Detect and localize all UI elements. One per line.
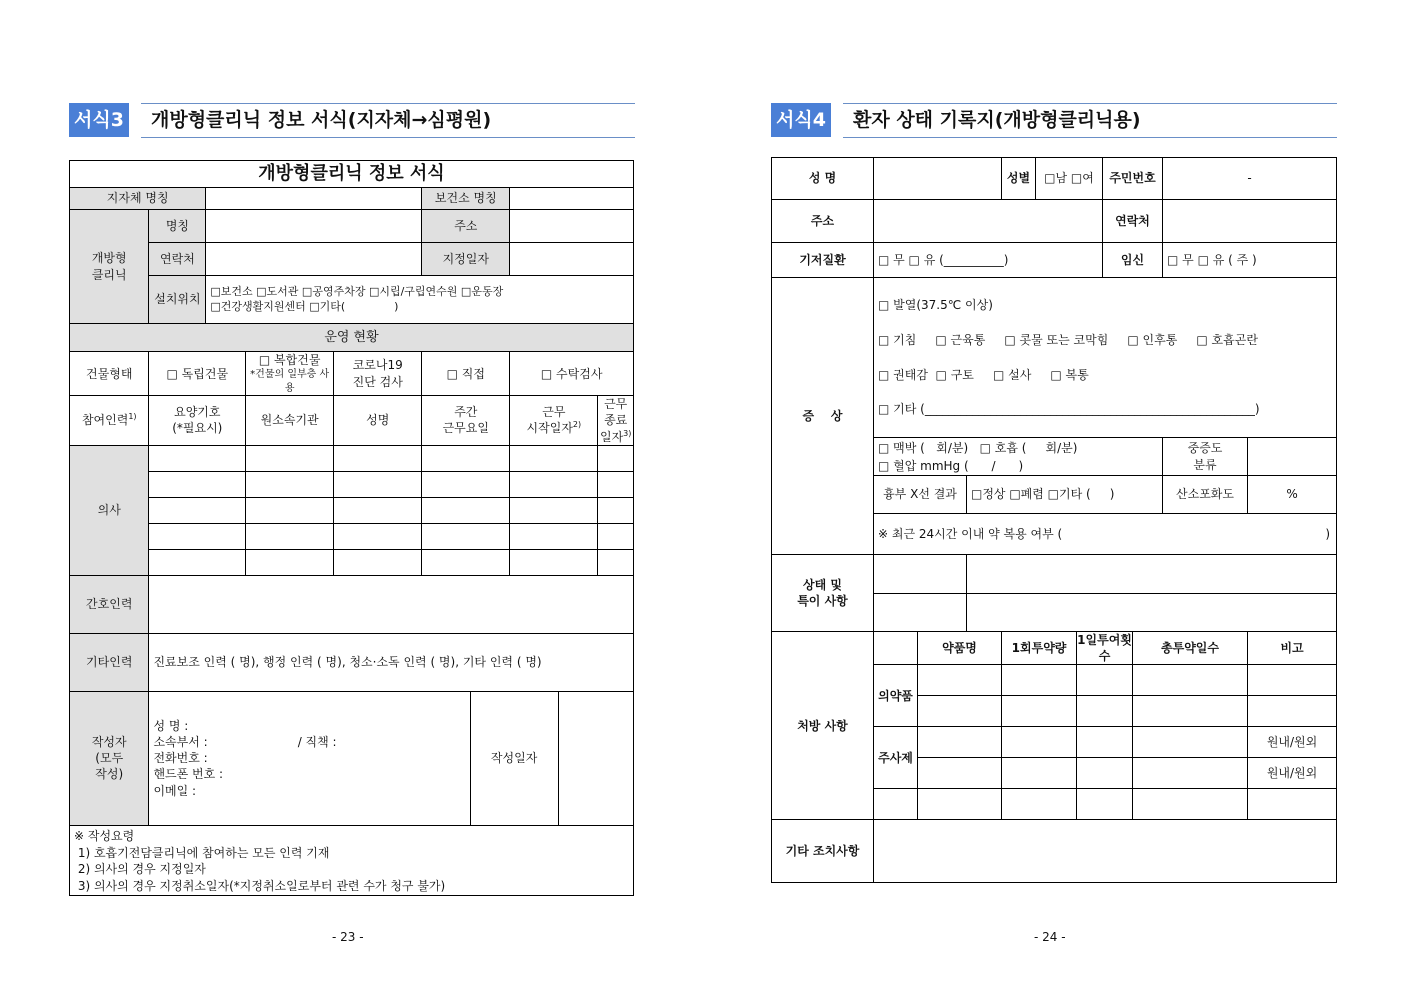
guide-note-2: 2) 의사의 경우 지정일자 (74, 862, 206, 877)
doctor-cell[interactable] (149, 523, 246, 549)
rx-col-remarks: 비고 (1248, 632, 1337, 665)
status-cell[interactable] (874, 594, 967, 632)
symptom-gastro[interactable]: □ 권태감 □ 구토 □ 설사 □ 복통 (878, 367, 1089, 382)
rx-cell[interactable] (1077, 665, 1133, 696)
address-label: 주소 (772, 200, 874, 243)
medication-history-label: ※ 최근 24시간 이내 약 복용 여부 ( (878, 526, 1063, 541)
col-original-institution: 원소속기관 (246, 396, 334, 446)
rx-col-total-days: 총투약일수 (1133, 632, 1248, 665)
rx-cell[interactable] (1248, 789, 1337, 820)
doctor-cell[interactable] (334, 523, 422, 549)
pregnancy-options[interactable]: □ 무 □ 유 ( 주 ) (1163, 243, 1337, 278)
designation-date-field[interactable] (510, 243, 634, 276)
other-staff-label: 기타인력 (70, 633, 149, 691)
author-fields[interactable] (149, 691, 470, 825)
written-date-label: 작성일자 (470, 691, 558, 825)
contact-label: 연락처 (1103, 200, 1163, 243)
form-badge: 서식4 (771, 103, 831, 137)
rx-cell[interactable] (1248, 696, 1337, 727)
col-institution-code: 요양기호 (*필요시) (149, 396, 246, 446)
symptom-options[interactable] (874, 278, 1337, 438)
doctor-cell[interactable] (598, 523, 634, 549)
doctor-cell[interactable] (422, 445, 510, 471)
doctor-cell[interactable] (598, 471, 634, 497)
other-measures-field[interactable] (874, 820, 1337, 883)
doctor-cell[interactable] (334, 497, 422, 523)
doctor-cell[interactable] (422, 549, 510, 575)
direct-test-checkbox[interactable]: □ 직접 (422, 352, 510, 396)
status-remarks-label: 상태 및 특이 사항 (772, 555, 874, 632)
health-center-name-field[interactable] (510, 188, 634, 210)
mixed-building-note: *건물의 일부층 사용 (250, 369, 330, 394)
doctor-cell[interactable] (149, 471, 246, 497)
status-cell[interactable] (874, 555, 967, 594)
local-gov-name-label: 지자체 명칭 (70, 188, 206, 210)
author-phone-field[interactable]: 전화번호 : (153, 751, 208, 766)
medication-history[interactable] (874, 514, 1337, 555)
building-type-label: 건물형태 (70, 352, 149, 396)
guide-note-1: 1) 호흡기전담클리닉에 참여하는 모든 인력 기재 (74, 845, 330, 860)
outsourced-test-checkbox[interactable]: □ 수탁검사 (510, 352, 634, 396)
symptom-respiratory[interactable]: □ 기침 □ 근육통 □ 콧물 또는 코막힘 □ 인후통 □ 호흡곤란 (878, 332, 1258, 347)
form-heading: 개방형클리닉 정보 서식 (70, 161, 634, 188)
mixed-building-label: □ 복합건물 (258, 353, 321, 367)
doctor-cell[interactable] (246, 497, 334, 523)
spo2-field[interactable]: % (1248, 476, 1337, 514)
rx-cell[interactable] (918, 789, 1002, 820)
doctor-cell[interactable] (598, 445, 634, 471)
rx-cell[interactable] (1133, 665, 1248, 696)
doctor-cell[interactable] (510, 497, 598, 523)
rx-cell[interactable] (1002, 696, 1077, 727)
prescription-label: 처방 사항 (772, 632, 874, 820)
rx-cell[interactable] (1133, 727, 1248, 758)
patient-name-label: 성 명 (772, 158, 874, 200)
right-header (771, 103, 1337, 137)
col-name: 성명 (334, 396, 422, 446)
clinic-contact-field[interactable] (206, 243, 422, 276)
clinic-address-label: 주소 (422, 210, 510, 243)
location-options[interactable] (206, 276, 634, 324)
patient-status-form (771, 157, 1337, 883)
doctor-cell[interactable] (510, 523, 598, 549)
rx-cell[interactable] (874, 789, 918, 820)
doctor-cell[interactable] (334, 549, 422, 575)
xray-options[interactable]: □정상 □폐렴 □기타 ( ) (967, 476, 1163, 514)
rx-cell[interactable] (1077, 789, 1133, 820)
nurse-field[interactable] (149, 575, 634, 633)
standalone-building-checkbox[interactable]: □ 독립건물 (149, 352, 246, 396)
doctor-cell[interactable] (149, 497, 246, 523)
rx-cell[interactable] (1133, 758, 1248, 789)
severity-label: 중증도 분류 (1163, 438, 1248, 476)
vitals-bp[interactable]: □ 혈압 mmHg ( / ) (878, 458, 1024, 473)
doctor-cell[interactable] (422, 471, 510, 497)
guide-note-3: 3) 의사의 경우 지정취소일자(*지정취소일로부터 관련 수가 청구 불가) (74, 879, 446, 894)
location-label: 설치위치 (149, 276, 206, 324)
author-name-field[interactable]: 성 명 : (153, 718, 189, 733)
location-options-line1[interactable]: □보건소 □도서관 □공영주차장 □시립/구립연수원 □운동장 (210, 284, 504, 298)
left-header (69, 103, 635, 137)
rx-cell[interactable] (918, 758, 1002, 789)
page-number-right: - 24 - (1034, 930, 1066, 944)
symptom-fever[interactable]: □ 발열(37.5℃ 이상) (878, 297, 993, 312)
doctor-cell[interactable] (422, 497, 510, 523)
rx-cell[interactable] (1133, 789, 1248, 820)
contact-field[interactable] (1163, 200, 1337, 243)
author-dept-field[interactable] (153, 734, 469, 750)
address-field[interactable] (874, 200, 1103, 243)
staff-label-text: 참여인력 (81, 413, 129, 428)
in-out-hospital-cell[interactable]: 원내/원외 (1248, 758, 1337, 789)
clinic-contact-label: 연락처 (149, 243, 206, 276)
doctor-cell[interactable] (149, 445, 246, 471)
rx-cell[interactable] (918, 665, 1002, 696)
local-gov-name-field[interactable] (206, 188, 422, 210)
doctor-cell[interactable] (334, 471, 422, 497)
status-cell[interactable] (967, 555, 1337, 594)
doctor-cell[interactable] (510, 445, 598, 471)
header-rule-bottom (843, 137, 1337, 138)
clinic-name-label: 명칭 (149, 210, 206, 243)
medicine-label: 의약품 (874, 665, 918, 727)
form-badge: 서식3 (69, 103, 129, 137)
clinic-group-label: 개방형 클리닉 (70, 210, 149, 324)
header-rule-bottom (141, 137, 635, 138)
start-footnote: 2) (572, 420, 582, 430)
end-footnote: 3) (623, 428, 632, 438)
injection-label: 주사제 (874, 727, 918, 789)
rx-cell[interactable] (1248, 665, 1337, 696)
author-email-field[interactable]: 이메일 : (153, 783, 197, 798)
xray-label: 흉부 X선 결과 (874, 476, 967, 514)
doctor-cell[interactable] (246, 471, 334, 497)
col-start-date (510, 396, 598, 446)
underlying-disease-label: 기저질환 (772, 243, 874, 278)
form-title: 환자 상태 기록지(개방형클리닉용) (853, 109, 1141, 131)
rrn-label: 주민번호 (1103, 158, 1163, 200)
guide-title: ※ 작성요령 (74, 828, 135, 843)
nurse-label: 간호인력 (70, 575, 149, 633)
medication-history-close: ) (1325, 526, 1331, 541)
designation-date-label: 지정일자 (422, 243, 510, 276)
writing-guide (70, 825, 634, 895)
other-staff-field[interactable]: 진료보조 인력 ( 명), 행정 인력 ( 명), 청소·소독 인력 ( 명), 기타 인력 ( 명) (149, 633, 634, 691)
rx-col-drug-name: 약품명 (918, 632, 1002, 665)
author-mobile-field[interactable]: 핸드폰 번호 : (153, 767, 224, 782)
spo2-label: 산소포화도 (1163, 476, 1248, 514)
vitals-pulse-resp[interactable]: □ 맥박 ( 회/분) □ 호흡 ( 회/분) (878, 440, 1078, 455)
rx-col-daily-freq: 1일투여횟수 (1077, 633, 1132, 664)
in-out-hospital-cell[interactable]: 원내/원외 (1248, 727, 1337, 758)
col-end-date (598, 396, 634, 446)
mixed-building-checkbox[interactable] (246, 352, 334, 396)
doctor-label: 의사 (70, 445, 149, 575)
rx-cell[interactable] (1133, 696, 1248, 727)
page-number-left: - 23 - (332, 930, 364, 944)
doctor-cell[interactable] (510, 549, 598, 575)
pregnancy-label: 임신 (1103, 243, 1163, 278)
rx-cell[interactable] (1002, 665, 1077, 696)
other-measures-label: 기타 조치사항 (772, 820, 874, 883)
staff-label (70, 396, 149, 446)
health-center-name-label: 보건소 명칭 (422, 188, 510, 210)
clinic-address-field[interactable] (510, 210, 634, 243)
doctor-cell[interactable] (598, 497, 634, 523)
doctor-cell[interactable] (334, 445, 422, 471)
rx-cell[interactable] (1002, 727, 1077, 758)
rx-cell[interactable] (1002, 758, 1077, 789)
clinic-info-form (69, 160, 634, 896)
underlying-disease-options[interactable]: □ 무 □ 유 (__________) (874, 243, 1103, 278)
form-title: 개방형클리닉 정보 서식(지자체→심평원) (151, 109, 492, 131)
doctor-cell[interactable] (422, 523, 510, 549)
severity-field[interactable] (1248, 438, 1337, 476)
symptom-other[interactable]: □ 기타 (_______________________________________________________) (878, 402, 1260, 417)
doctor-cell[interactable] (510, 471, 598, 497)
author-label: 작성자 (모두 작성) (70, 691, 149, 825)
rx-cell[interactable] (1077, 758, 1133, 789)
doctor-cell[interactable] (149, 549, 246, 575)
status-cell[interactable] (967, 594, 1337, 632)
doctor-cell[interactable] (598, 549, 634, 575)
col-weekday: 주간 근무요일 (422, 396, 510, 446)
author-position-field[interactable]: / 직책 : (297, 734, 337, 749)
rx-cell[interactable] (1002, 789, 1077, 820)
doctor-cell[interactable] (246, 445, 334, 471)
col-end-date-text: 근무 종료일자 (599, 397, 628, 444)
rx-header-blank (874, 632, 918, 665)
doctor-cell[interactable] (246, 549, 334, 575)
rx-cell[interactable] (918, 696, 1002, 727)
rrn-field[interactable]: - (1163, 158, 1337, 200)
written-date-field[interactable] (558, 691, 633, 825)
sex-label: 성별 (1002, 158, 1036, 200)
author-dept-label: 소속부서 : (153, 734, 208, 749)
operation-status-heading: 운영 현황 (70, 324, 634, 352)
sex-options[interactable]: □남 □여 (1036, 158, 1103, 200)
symptoms-label: 증 상 (772, 278, 874, 555)
rx-col-dose: 1회투약량 (1002, 632, 1077, 665)
rx-cell[interactable] (1077, 696, 1133, 727)
patient-name-field[interactable] (874, 158, 1002, 200)
col-start-date-text: 근무 시작일자 (526, 405, 573, 436)
doctor-cell[interactable] (246, 523, 334, 549)
rx-cell[interactable] (918, 727, 1002, 758)
vitals-fields[interactable] (874, 438, 1163, 476)
staff-footnote: 1) (128, 412, 137, 422)
location-options-line2[interactable]: □건강생활지원센터 □기타( ) (210, 299, 399, 313)
clinic-name-field[interactable] (206, 210, 422, 243)
rx-cell[interactable] (1077, 727, 1133, 758)
covid-test-label: 코로나19 진단 검사 (334, 352, 422, 396)
